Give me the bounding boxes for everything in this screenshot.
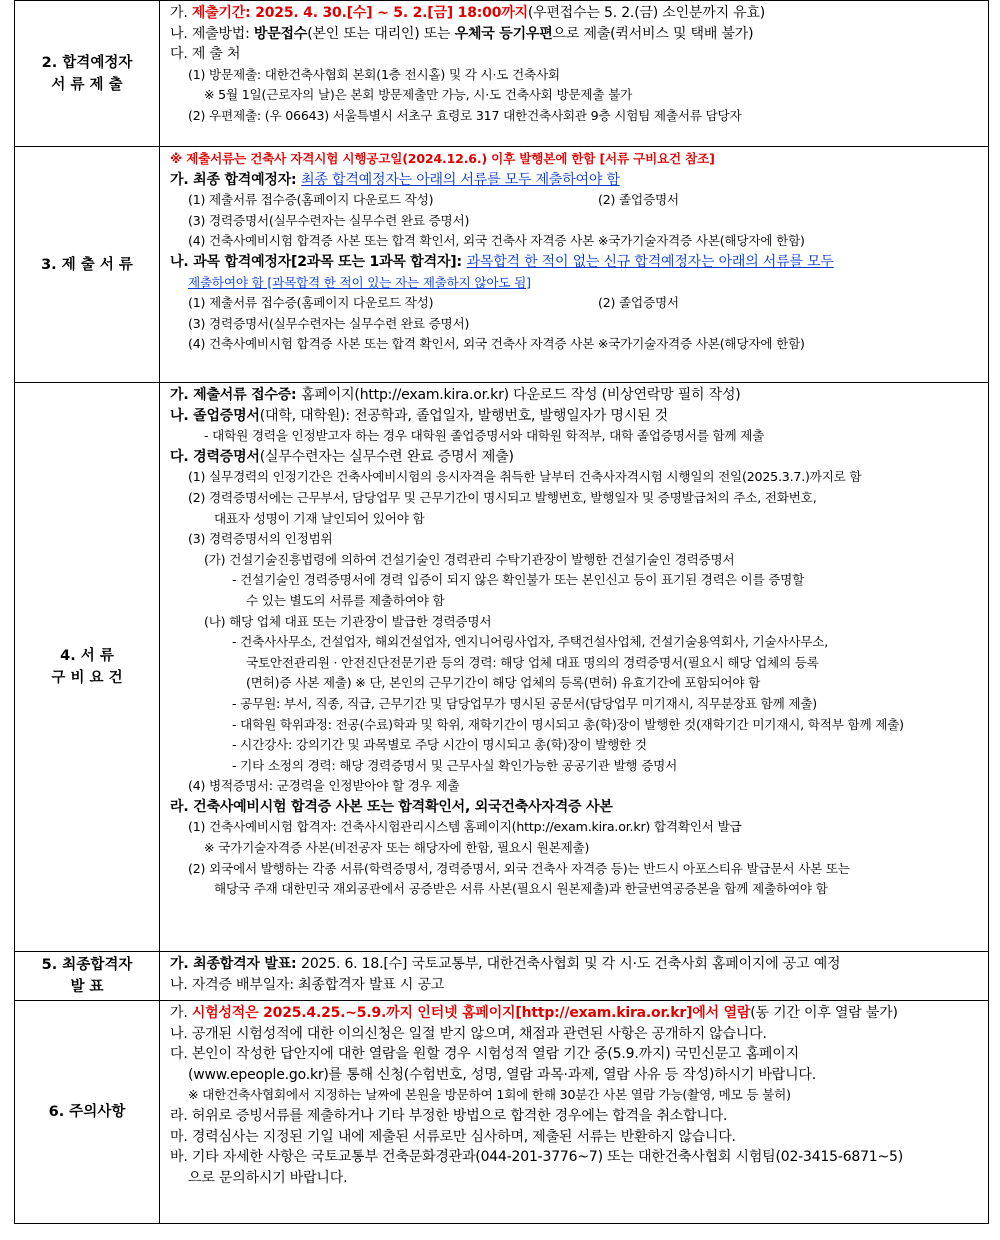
section-content (160, 1, 989, 147)
sub-item: (1) 실무경력의 인정기간은 건축사예비시험의 응시자격을 취득한 날부터 건축사자격시험 시행일의 전일(2025.3.7.)까지로 함 (188, 469, 862, 485)
item-da: 다. 본인이 작성한 답안지에 대한 열람을 원할 경우 시험성적 열람 기간 중(5.9.까지) 국민신문고 홈페이지 (170, 1046, 799, 1063)
dash-item: - 건설기술인 경력증명서에 경력 입증이 되지 않은 확인불가 또는 본인신고 등이 표기된 경력은 이를 증명할 (232, 572, 805, 588)
sub-item: (1) 방문제출: 대한건축사협회 본회(1층 전시홀) 및 각 시·도 건축사회 (188, 66, 560, 82)
sub-item-cont: 해당국 주재 대한민국 재외공관에서 공증받은 서류 사본(필요시 원본제출)과 한글번역공증본을 함께 제출하여야 함 (214, 881, 828, 897)
sub-item: (4) 병적증명서: 군경력을 인정받아야 할 경우 제출 (188, 778, 460, 794)
section-label: 4. 서 류 구 비 요 건 (15, 383, 160, 952)
sub-item: (4) 건축사예비시험 합격증 사본 또는 합격 확인서, 외국 건축사 자격증 사본 ※국가기술자격증 사본(해당자에 한함) (188, 336, 805, 352)
section-row-documents (15, 147, 989, 383)
section-label (15, 1, 160, 147)
dash-item-cont: 수 있는 별도의 서류를 제출하여야 함 (246, 592, 445, 608)
notice-text: ※ 제출서류는 건축사 자격시험 시행공고일(2024.12.6.) 이후 발행본에 한함 [서류 구비요건 참조] (170, 151, 715, 166)
section-label: 3. 제 출 서 류 (15, 147, 160, 383)
item-ra: 라. 건축사예비시험 합격증 사본 또는 합격확인서, 외국건축사자격증 사본 (170, 798, 613, 815)
exam-notice-table (14, 0, 989, 1224)
item-na: 나. 제출방법: 방문접수(본인 또는 대리인) 또는 우체국 등기우편으로 제출(퀵서비스 및 택배 불가) (170, 25, 754, 42)
deadline-text: 제출기간: 2025. 4. 30.[수] ~ 5. 2.[금] 18:00까지 (191, 5, 528, 21)
item-ga: 가. 최종 합격예정자: 최종 합격예정자는 아래의 서류를 모두 제출하여야 함 (170, 171, 620, 188)
section-content (160, 952, 989, 1001)
dash-item: - 시간강사: 강의기간 및 과목별로 주당 시간이 명시되고 총(학)장이 발행한 것 (232, 737, 647, 753)
item-ma: 마. 경력심사는 지정된 기일 내에 제출된 서류로만 심사하며, 제출된 서류는 반환하지 않습니다. (170, 1128, 736, 1145)
sub-item-cont: 대표자 성명이 기재 날인되어 있어야 함 (214, 510, 425, 526)
item-ga: 가. 제출기간: 2025. 4. 30.[수] ~ 5. 2.[금] 18:00까지(우편접수는 5. 2.(금) 소인분까지 유효) (170, 5, 766, 21)
note-text: ※ 5월 1일(근로자의 날)은 본회 방문제출만 가능, 시·도 건축사회 방문제출 불가 (204, 87, 633, 103)
item-ga: 가. 시험성적은 2025.4.25.~5.9.까지 인터넷 홈페이지[http://exam.kira.or.kr]에서 열람(동 기간 이후 열람 불가) (170, 1005, 898, 1021)
section-content (160, 1001, 989, 1224)
dash-item: - 공무원: 부서, 직종, 직급, 근무기간 및 담당업무가 명시된 공문서(담당업무 미기재시, 직무분장표 함께 제출) (232, 695, 818, 711)
item-na: 나. 공개된 시험성적에 대한 이의신청은 일절 받지 않으며, 채점과 관련된 사항은 공개하지 않습니다. (170, 1025, 767, 1042)
sub-item: (1) 건축사예비시험 합격자: 건축사시험관리시스템 홈페이지(http://exam.kira.or.kr) 합격확인서 발급 (188, 819, 742, 835)
dash-item: - 기타 소정의 경력: 해당 경력증명서 및 근무사실 확인가능한 공공기관 발행 증명서 (232, 757, 678, 773)
sub-item: (2) 경력증명서에는 근무부서, 담당업무 및 근무기간이 명시되고 발행번호, 발행일자 및 증명발급처의 주소, 전화번호, (188, 489, 817, 505)
section-label-line: 서 류 제 출 (51, 76, 123, 93)
sub-item: - 대학원 경력을 인정받고자 하는 경우 대학원 졸업증명서와 대학원 학적부, 대학 졸업증명서를 함께 제출 (204, 428, 765, 444)
dash-item-cont: (면허)증 사본 제출) ※ 단, 본인의 근무기간이 해당 업체의 등록(면허) 유효기간에 포함되어야 함 (246, 675, 761, 691)
sub-item: (2) 우편제출: (우 06643) 서울특별시 서초구 효령로 317 대한건축사회관 9층 시험팀 제출서류 담당자 (188, 107, 742, 123)
note-text: ※ 국가기술자격증 사본(비전공자 또는 해당자에 한함, 필요시 원본제출) (204, 840, 590, 856)
sub-item: (1) 제출서류 접수증(홈페이지 다운로드 작성) (2) 졸업증명서 (188, 192, 679, 208)
sub-item: (4) 건축사예비시험 합격증 사본 또는 합격 확인서, 외국 건축사 자격증 사본 ※국가기술자격증 사본(해당자에 한함) (188, 233, 805, 249)
section-label: 5. 최종합격자 발 표 (15, 952, 160, 1001)
sub-item: (3) 경력증명서(실무수련자는 실무수련 완료 증명서) (188, 212, 470, 228)
section-row-announcement (15, 952, 989, 1001)
dash-item-cont: 국토안전관리원 · 안전진단전문기관 등의 경력: 해당 업체 대표 명의의 경력증명서(필요시 해당 업체의 등록 (246, 654, 819, 670)
item-ba-cont: 으로 문의하시기 바랍니다. (188, 1169, 348, 1186)
sub-item: (1) 제출서류 접수증(홈페이지 다운로드 작성) (2) 졸업증명서 (188, 295, 679, 311)
section-label-line: 2. 합격예정자 (41, 54, 133, 71)
item-na: 나. 자격증 배부일자: 최종합격자 발표 시 공고 (170, 976, 445, 993)
item-ga: 가. 최종합격자 발표: 2025. 6. 18.[수] 국토교통부, 대한건축사협회 및 각 시·도 건축사회 홈페이지에 공고 예정 (170, 956, 841, 972)
sub-sub-item: (가) 건설기술진흥법령에 의하여 건설기술인 경력관리 수탁기관장이 발행한 건설기술인 경력증명서 (204, 551, 735, 567)
item-na-cont: 제출하여야 함 [과목합격 한 적이 있는 자는 제출하지 않아도 됨] (188, 274, 531, 290)
section-row-requirements (15, 383, 989, 952)
section-label: 6. 주의사항 (15, 1001, 160, 1224)
item-da: 다. 제 출 처 (170, 46, 241, 63)
section-content (160, 383, 989, 952)
sub-sub-item: (나) 해당 업체 대표 또는 기관장이 발급한 경력증명서 (204, 613, 492, 629)
note-text: ※ 대한건축사협회에서 지정하는 날짜에 본원을 방문하여 1회에 한해 30분간 사본 열람 가능(촬영, 메모 등 불허) (188, 1087, 791, 1103)
item-na: 나. 과목 합격예정자[2과목 또는 1과목 합격자]: 과목합격 한 적이 없는 신규 합격예정자는 아래의 서류를 모두 (170, 253, 834, 270)
sub-item: (3) 경력증명서(실무수련자는 실무수련 완료 증명서) (188, 315, 470, 331)
dash-item: - 대학원 학위과정: 전공(수료)학과 및 학위, 재학기간이 명시되고 총(학)장이 발행한 것(재학기간 미기재시, 학적부 함께 제출) (232, 716, 904, 732)
item-da-cont: (www.epeople.go.kr)를 통해 신청(수험번호, 성명, 열람 과목·과제, 열람 사유 등 작성)하시기 바랍니다. (188, 1066, 816, 1083)
item-da: 다. 경력증명서(실무수련자는 실무수련 완료 증명서 제출) (170, 448, 514, 465)
section-content (160, 147, 989, 383)
item-ga: 가. 제출서류 접수증: 홈페이지(http://exam.kira.or.kr) 다운로드 작성 (비상연락망 필히 작성) (170, 387, 741, 403)
sub-item: (2) 외국에서 발행하는 각종 서류(학력증명서, 경력증명서, 외국 건축사 자격증 등)는 반드시 아포스티유 발급문서 사본 또는 (188, 860, 850, 876)
item-ra: 라. 허위로 증빙서류를 제출하거나 기타 부정한 방법으로 합격한 경우에는 합격을 취소합니다. (170, 1107, 728, 1124)
item-na: 나. 졸업증명서(대학, 대학원): 전공학과, 졸업일자, 발행번호, 발행일자가 명시된 것 (170, 407, 668, 424)
dash-item: - 건축사사무소, 건설업자, 해외건설업자, 엔지니어링사업자, 주택건설사업체, 건설기술용역회사, 기술사사무소, (232, 634, 829, 650)
sub-item: (3) 경력증명서의 인정범위 (188, 531, 333, 547)
item-ba: 바. 기타 자세한 사항은 국토교통부 건축문화경관과(044-201-3776~7) 또는 대한건축사협회 시험팀(02-3415-6871~5) (170, 1149, 904, 1166)
section-row-submission (15, 1, 989, 147)
section-row-precautions (15, 1001, 989, 1224)
